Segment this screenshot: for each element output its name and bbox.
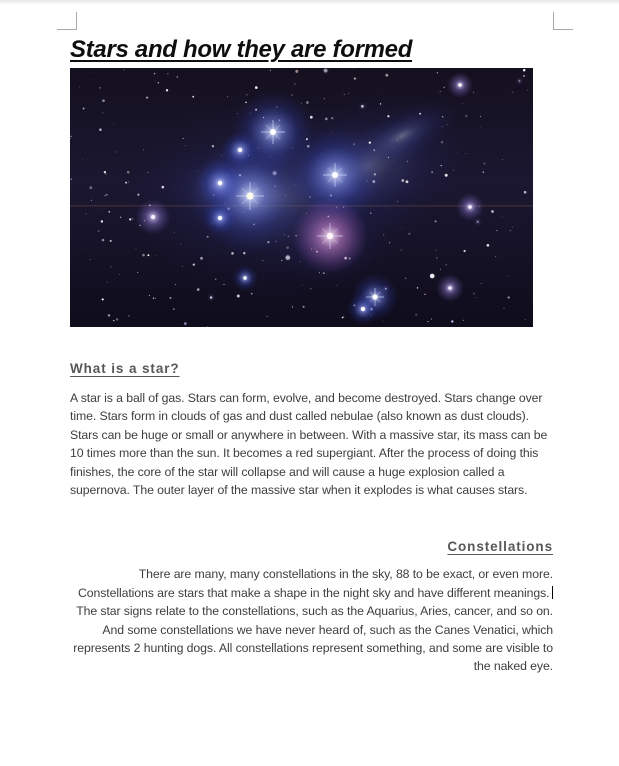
document-title[interactable]: Stars and how they are formed: [70, 36, 413, 63]
document-content: [70, 0, 553, 676]
section-heading-constellations[interactable]: Constellations: [447, 539, 553, 555]
paragraph-text-before-cursor[interactable]: There are many, many constellations in the sky, 88 to be exact, or even more. Constellations are stars that make a shape in the night sky and have different meanings.: [77, 567, 553, 600]
paragraph-text-after-cursor[interactable]: The star signs relate to the constellations, such as the Aquarius, Aries, cancer, and so on. And some constellations we have never heard of, such as the Canes Venatici, which represents 2 hunting dogs. All constellations represent something, and some are visible to the naked eye.: [73, 604, 553, 674]
star-cluster-photo[interactable]: [70, 68, 533, 327]
text-cursor: [552, 586, 554, 599]
section-paragraph-constellations[interactable]: [70, 565, 553, 675]
margin-corner-mark-top-right: [553, 12, 573, 30]
section-heading-what-is-a-star[interactable]: What is a star?: [70, 361, 180, 376]
section-paragraph-what-is-a-star[interactable]: A star is a ball of gas. Stars can form, evolve, and become destroyed. Stars change over time. Stars form in clouds of gas and dust called nebulae (also known as dust clouds). Stars can be huge or small or anywhere in between. With a massive star, its mass can be 10 times more than the sun. It becomes a red supergiant. After the process of doing this finishes, the core of the star will collapse and will cause a huge explosion called a supernova. The outer layer of the massive star when it explodes is what causes stars.: [70, 391, 548, 498]
star-cluster-svg: [70, 68, 533, 327]
